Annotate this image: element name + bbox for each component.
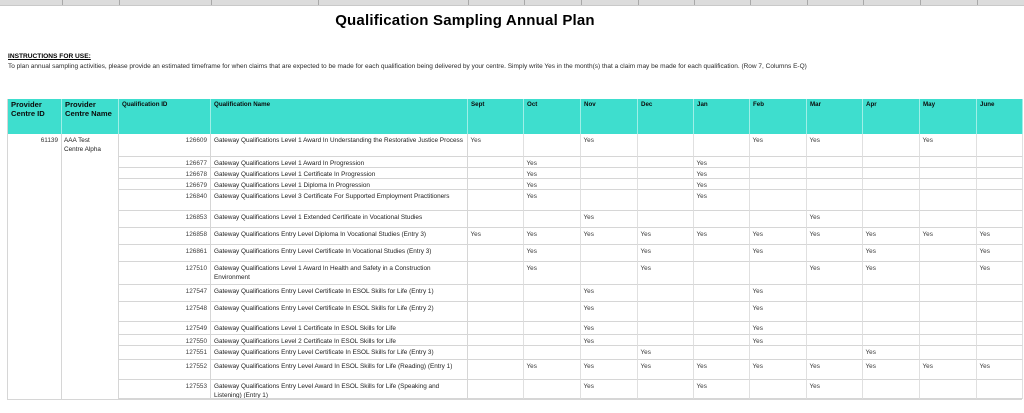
month-value-cell[interactable] xyxy=(863,322,920,335)
month-value-cell[interactable]: Yes xyxy=(750,285,807,302)
month-value-cell[interactable] xyxy=(977,285,1023,302)
month-value-cell[interactable]: Yes xyxy=(581,302,638,322)
header-provider-centre-name[interactable]: Provider Centre Name xyxy=(62,99,119,134)
month-value-cell[interactable]: Yes xyxy=(694,179,750,190)
month-value-cell[interactable] xyxy=(694,346,750,360)
qualification-id-cell[interactable]: 126858 xyxy=(119,228,211,245)
month-value-cell[interactable] xyxy=(694,134,750,157)
qualification-name-cell[interactable]: Gateway Qualifications Level 2 Certificate In ESOL Skills for Life xyxy=(211,335,468,346)
month-value-cell[interactable]: Yes xyxy=(524,245,581,262)
month-value-cell[interactable]: Yes xyxy=(750,302,807,322)
qualification-id-cell[interactable]: 127552 xyxy=(119,360,211,380)
month-value-cell[interactable] xyxy=(977,346,1023,360)
month-value-cell[interactable] xyxy=(694,245,750,262)
month-value-cell[interactable] xyxy=(581,262,638,285)
month-value-cell[interactable] xyxy=(863,157,920,168)
month-value-cell[interactable] xyxy=(694,211,750,228)
month-value-cell[interactable]: Yes xyxy=(524,262,581,285)
month-value-cell[interactable]: Yes xyxy=(750,322,807,335)
qualification-name-cell[interactable]: Gateway Qualifications Entry Level Certificate In ESOL Skills for Life (Entry 1) xyxy=(211,285,468,302)
month-value-cell[interactable] xyxy=(920,179,977,190)
month-value-cell[interactable]: Yes xyxy=(524,168,581,179)
month-value-cell[interactable] xyxy=(638,335,694,346)
month-value-cell[interactable] xyxy=(977,134,1023,157)
month-value-cell[interactable] xyxy=(581,168,638,179)
month-value-cell[interactable] xyxy=(694,302,750,322)
month-value-cell[interactable]: Yes xyxy=(638,360,694,380)
header-month-sept[interactable]: Sept xyxy=(468,99,524,134)
month-value-cell[interactable]: Yes xyxy=(920,134,977,157)
qualification-name-cell[interactable]: Gateway Qualifications Level 1 Certificate In ESOL Skills for Life xyxy=(211,322,468,335)
month-value-cell[interactable]: Yes xyxy=(524,157,581,168)
month-value-cell[interactable] xyxy=(468,211,524,228)
month-value-cell[interactable] xyxy=(468,380,524,399)
qualification-id-cell[interactable]: 126840 xyxy=(119,190,211,211)
month-value-cell[interactable]: Yes xyxy=(807,262,863,285)
month-value-cell[interactable]: Yes xyxy=(581,380,638,399)
month-value-cell[interactable]: Yes xyxy=(638,228,694,245)
qualification-id-cell[interactable]: 126861 xyxy=(119,245,211,262)
month-value-cell[interactable]: Yes xyxy=(807,228,863,245)
header-month-mar[interactable]: Mar xyxy=(807,99,863,134)
qualification-name-cell[interactable]: Gateway Qualifications Level 3 Certificate For Supported Employment Practitioners xyxy=(211,190,468,211)
month-value-cell[interactable] xyxy=(863,285,920,302)
qualification-id-cell[interactable]: 126679 xyxy=(119,179,211,190)
month-value-cell[interactable] xyxy=(977,322,1023,335)
month-value-cell[interactable]: Yes xyxy=(581,134,638,157)
month-value-cell[interactable] xyxy=(807,302,863,322)
qualification-name-cell[interactable]: Gateway Qualifications Level 1 Extended Certificate in Vocational Studies xyxy=(211,211,468,228)
month-value-cell[interactable] xyxy=(807,322,863,335)
month-value-cell[interactable] xyxy=(524,302,581,322)
month-value-cell[interactable]: Yes xyxy=(524,190,581,211)
header-month-dec[interactable]: Dec xyxy=(638,99,694,134)
month-value-cell[interactable]: Yes xyxy=(524,228,581,245)
month-value-cell[interactable] xyxy=(920,190,977,211)
month-value-cell[interactable] xyxy=(468,346,524,360)
month-value-cell[interactable] xyxy=(977,302,1023,322)
page-title: Qualification Sampling Annual Plan xyxy=(335,12,595,29)
month-value-cell[interactable] xyxy=(524,380,581,399)
title-row xyxy=(0,12,930,30)
column-divider-tick xyxy=(211,0,212,5)
provider-centre-id-cell[interactable]: 61139 xyxy=(8,134,62,399)
header-month-jan[interactable]: Jan xyxy=(694,99,750,134)
month-value-cell[interactable] xyxy=(863,134,920,157)
month-value-cell[interactable]: Yes xyxy=(750,245,807,262)
month-value-cell[interactable]: Yes xyxy=(750,335,807,346)
month-value-cell[interactable]: Yes xyxy=(524,179,581,190)
column-divider-tick xyxy=(119,0,120,5)
month-value-cell[interactable]: Yes xyxy=(694,228,750,245)
month-value-cell[interactable]: Yes xyxy=(581,228,638,245)
month-value-cell[interactable] xyxy=(977,168,1023,179)
column-divider-tick xyxy=(977,0,978,5)
qualification-name-cell[interactable]: Gateway Qualifications Level 1 Diploma In Progression xyxy=(211,179,468,190)
month-value-cell[interactable]: Yes xyxy=(694,190,750,211)
header-month-oct[interactable]: Oct xyxy=(524,99,581,134)
month-value-cell[interactable]: Yes xyxy=(750,228,807,245)
month-value-cell[interactable] xyxy=(920,245,977,262)
qualification-id-cell[interactable]: 127551 xyxy=(119,346,211,360)
month-value-cell[interactable] xyxy=(750,190,807,211)
month-value-cell[interactable] xyxy=(581,157,638,168)
month-value-cell[interactable] xyxy=(694,322,750,335)
month-value-cell[interactable] xyxy=(863,335,920,346)
month-value-cell[interactable]: Yes xyxy=(581,322,638,335)
month-value-cell[interactable] xyxy=(977,335,1023,346)
month-value-cell[interactable] xyxy=(807,346,863,360)
header-month-feb[interactable]: Feb xyxy=(750,99,807,134)
qualification-id-cell[interactable]: 126853 xyxy=(119,211,211,228)
qualification-name-cell[interactable]: Gateway Qualifications Entry Level Certificate In Vocational Studies (Entry 3) xyxy=(211,245,468,262)
column-divider-tick xyxy=(694,0,695,5)
month-value-cell[interactable] xyxy=(468,262,524,285)
qualification-name-cell[interactable]: Gateway Qualifications Level 1 Award In Understanding the Restorative Justice Process xyxy=(211,134,468,157)
month-value-cell[interactable] xyxy=(581,245,638,262)
instructions-heading: INSTRUCTIONS FOR USE: xyxy=(8,53,91,60)
month-value-cell[interactable] xyxy=(524,285,581,302)
qualification-id-cell[interactable]: 127553 xyxy=(119,380,211,399)
month-value-cell[interactable] xyxy=(977,211,1023,228)
month-value-cell[interactable]: Yes xyxy=(863,360,920,380)
qualification-id-cell[interactable]: 126677 xyxy=(119,157,211,168)
month-value-cell[interactable] xyxy=(524,211,581,228)
column-divider-tick xyxy=(863,0,864,5)
month-value-cell[interactable]: Yes xyxy=(920,360,977,380)
month-value-cell[interactable] xyxy=(468,360,524,380)
month-value-cell[interactable] xyxy=(581,346,638,360)
month-value-cell[interactable] xyxy=(920,285,977,302)
month-value-cell[interactable] xyxy=(807,285,863,302)
month-value-cell[interactable] xyxy=(807,179,863,190)
qualification-id-cell[interactable]: 127549 xyxy=(119,322,211,335)
month-value-cell[interactable] xyxy=(750,346,807,360)
month-value-cell[interactable] xyxy=(863,190,920,211)
month-value-cell[interactable] xyxy=(920,262,977,285)
month-value-cell[interactable] xyxy=(524,322,581,335)
month-value-cell[interactable] xyxy=(468,245,524,262)
month-value-cell[interactable] xyxy=(638,190,694,211)
plan-table xyxy=(7,99,1022,400)
month-value-cell[interactable] xyxy=(524,134,581,157)
header-month-june[interactable]: June xyxy=(977,99,1023,134)
month-value-cell[interactable] xyxy=(750,380,807,399)
month-value-cell[interactable] xyxy=(638,168,694,179)
column-divider-tick xyxy=(62,0,63,5)
month-value-cell[interactable]: Yes xyxy=(581,285,638,302)
month-value-cell[interactable] xyxy=(863,168,920,179)
month-value-cell[interactable]: Yes xyxy=(807,211,863,228)
month-value-cell[interactable]: Yes xyxy=(977,262,1023,285)
month-value-cell[interactable] xyxy=(920,211,977,228)
month-value-cell[interactable] xyxy=(694,285,750,302)
instructions-text: To plan annual sampling activities, please provide an estimated timeframe for when claims that are expected to be made for each qualification being delivered by your centre. Simply write Yes in the month(s) that a claim may be made for each qualification. (Row 7, Columns E-Q) xyxy=(8,62,807,70)
month-value-cell[interactable]: Yes xyxy=(694,380,750,399)
column-divider-tick xyxy=(750,0,751,5)
month-value-cell[interactable] xyxy=(524,346,581,360)
column-divider-tick xyxy=(920,0,921,5)
month-value-cell[interactable] xyxy=(581,179,638,190)
month-value-cell[interactable] xyxy=(807,168,863,179)
qualification-id-cell[interactable]: 126678 xyxy=(119,168,211,179)
month-value-cell[interactable]: Yes xyxy=(750,134,807,157)
month-value-cell[interactable] xyxy=(920,157,977,168)
month-value-cell[interactable] xyxy=(920,346,977,360)
qualification-name-cell[interactable]: Gateway Qualifications Entry Level Award In ESOL Skills for Life (Reading) (Entry 1) xyxy=(211,360,468,380)
header-qualification-name[interactable]: Qualification Name xyxy=(211,99,468,134)
month-value-cell[interactable]: Yes xyxy=(638,262,694,285)
month-value-cell[interactable] xyxy=(977,380,1023,399)
month-value-cell[interactable] xyxy=(468,190,524,211)
qualification-id-cell[interactable]: 127510 xyxy=(119,262,211,285)
qualification-id-cell[interactable]: 127548 xyxy=(119,302,211,322)
header-month-apr[interactable]: Apr xyxy=(863,99,920,134)
month-value-cell[interactable] xyxy=(863,302,920,322)
qualification-id-cell[interactable]: 127550 xyxy=(119,335,211,346)
header-provider-centre-id[interactable]: Provider Centre ID xyxy=(8,99,62,134)
column-divider-tick xyxy=(318,0,319,5)
month-value-cell[interactable]: Yes xyxy=(977,245,1023,262)
month-value-cell[interactable] xyxy=(920,302,977,322)
qualification-name-cell[interactable]: Gateway Qualifications Entry Level Diploma In Vocational Studies (Entry 3) xyxy=(211,228,468,245)
month-value-cell[interactable]: Yes xyxy=(468,134,524,157)
qualification-name-cell[interactable]: Gateway Qualifications Entry Level Certificate In ESOL Skills for Life (Entry 2) xyxy=(211,302,468,322)
column-divider-tick xyxy=(581,0,582,5)
month-value-cell[interactable]: Yes xyxy=(581,360,638,380)
month-value-cell[interactable] xyxy=(750,157,807,168)
month-value-cell[interactable] xyxy=(468,322,524,335)
month-value-cell[interactable]: Yes xyxy=(863,228,920,245)
month-value-cell[interactable]: Yes xyxy=(581,211,638,228)
month-value-cell[interactable] xyxy=(977,190,1023,211)
qualification-id-cell[interactable]: 126609 xyxy=(119,134,211,157)
header-month-may[interactable]: May xyxy=(920,99,977,134)
month-value-cell[interactable] xyxy=(638,179,694,190)
month-value-cell[interactable] xyxy=(920,168,977,179)
month-value-cell[interactable] xyxy=(807,190,863,211)
month-value-cell[interactable] xyxy=(807,157,863,168)
month-value-cell[interactable]: Yes xyxy=(863,346,920,360)
month-value-cell[interactable]: Yes xyxy=(638,245,694,262)
month-value-cell[interactable]: Yes xyxy=(807,360,863,380)
month-value-cell[interactable] xyxy=(638,322,694,335)
month-value-cell[interactable] xyxy=(581,190,638,211)
month-value-cell[interactable] xyxy=(977,179,1023,190)
month-value-cell[interactable] xyxy=(863,380,920,399)
month-value-cell[interactable] xyxy=(977,157,1023,168)
month-value-cell[interactable]: Yes xyxy=(807,380,863,399)
month-value-cell[interactable] xyxy=(863,179,920,190)
month-value-cell[interactable] xyxy=(750,262,807,285)
month-value-cell[interactable]: Yes xyxy=(750,360,807,380)
qualification-name-cell[interactable]: Gateway Qualifications Level 1 Award In Health and Safety in a Construction Environment xyxy=(211,262,468,285)
month-value-cell[interactable]: Yes xyxy=(977,360,1023,380)
month-value-cell[interactable]: Yes xyxy=(863,262,920,285)
month-value-cell[interactable] xyxy=(468,335,524,346)
month-value-cell[interactable] xyxy=(750,168,807,179)
month-value-cell[interactable] xyxy=(807,245,863,262)
month-value-cell[interactable]: Yes xyxy=(863,245,920,262)
month-value-cell[interactable]: Yes xyxy=(694,168,750,179)
month-value-cell[interactable]: Yes xyxy=(694,360,750,380)
month-value-cell[interactable] xyxy=(468,302,524,322)
qualification-name-cell[interactable]: Gateway Qualifications Level 1 Award In Progression xyxy=(211,157,468,168)
month-value-cell[interactable] xyxy=(638,211,694,228)
month-value-cell[interactable] xyxy=(524,335,581,346)
month-value-cell[interactable]: Yes xyxy=(977,228,1023,245)
month-value-cell[interactable] xyxy=(468,179,524,190)
qualification-name-cell[interactable]: Gateway Qualifications Entry Level Award In ESOL Skills for Life (Speaking and Listening) (Entry 1) xyxy=(211,380,468,399)
month-value-cell[interactable] xyxy=(920,380,977,399)
month-value-cell[interactable] xyxy=(468,285,524,302)
column-divider-tick xyxy=(468,0,469,5)
column-divider-tick xyxy=(638,0,639,5)
qualification-name-cell[interactable]: Gateway Qualifications Level 1 Certificate In Progression xyxy=(211,168,468,179)
qualification-id-cell[interactable]: 127547 xyxy=(119,285,211,302)
qualification-name-cell[interactable]: Gateway Qualifications Entry Level Certificate In ESOL Skills for Life (Entry 3) xyxy=(211,346,468,360)
month-value-cell[interactable] xyxy=(638,380,694,399)
header-qualification-id[interactable]: Qualification ID xyxy=(119,99,211,134)
column-divider-tick xyxy=(807,0,808,5)
month-value-cell[interactable]: Yes xyxy=(468,228,524,245)
month-value-cell[interactable] xyxy=(638,157,694,168)
month-value-cell[interactable] xyxy=(807,335,863,346)
month-value-cell[interactable]: Yes xyxy=(638,346,694,360)
month-value-cell[interactable] xyxy=(863,211,920,228)
month-value-cell[interactable] xyxy=(468,168,524,179)
month-value-cell[interactable] xyxy=(694,262,750,285)
month-value-cell[interactable] xyxy=(920,335,977,346)
month-value-cell[interactable]: Yes xyxy=(581,335,638,346)
header-month-nov[interactable]: Nov xyxy=(581,99,638,134)
month-value-cell[interactable]: Yes xyxy=(920,228,977,245)
column-divider-tick xyxy=(524,0,525,5)
month-value-cell[interactable] xyxy=(694,335,750,346)
month-value-cell[interactable] xyxy=(638,285,694,302)
month-value-cell[interactable] xyxy=(920,322,977,335)
month-value-cell[interactable] xyxy=(750,211,807,228)
provider-centre-name-cell[interactable]: AAA Test Centre Alpha xyxy=(62,134,119,399)
month-value-cell[interactable] xyxy=(638,302,694,322)
instructions-block xyxy=(8,53,1018,70)
month-value-cell[interactable] xyxy=(468,157,524,168)
month-value-cell[interactable]: Yes xyxy=(524,360,581,380)
month-value-cell[interactable]: Yes xyxy=(694,157,750,168)
month-value-cell[interactable] xyxy=(638,134,694,157)
column-edge-strip xyxy=(0,0,1024,6)
month-value-cell[interactable] xyxy=(750,179,807,190)
month-value-cell[interactable]: Yes xyxy=(807,134,863,157)
